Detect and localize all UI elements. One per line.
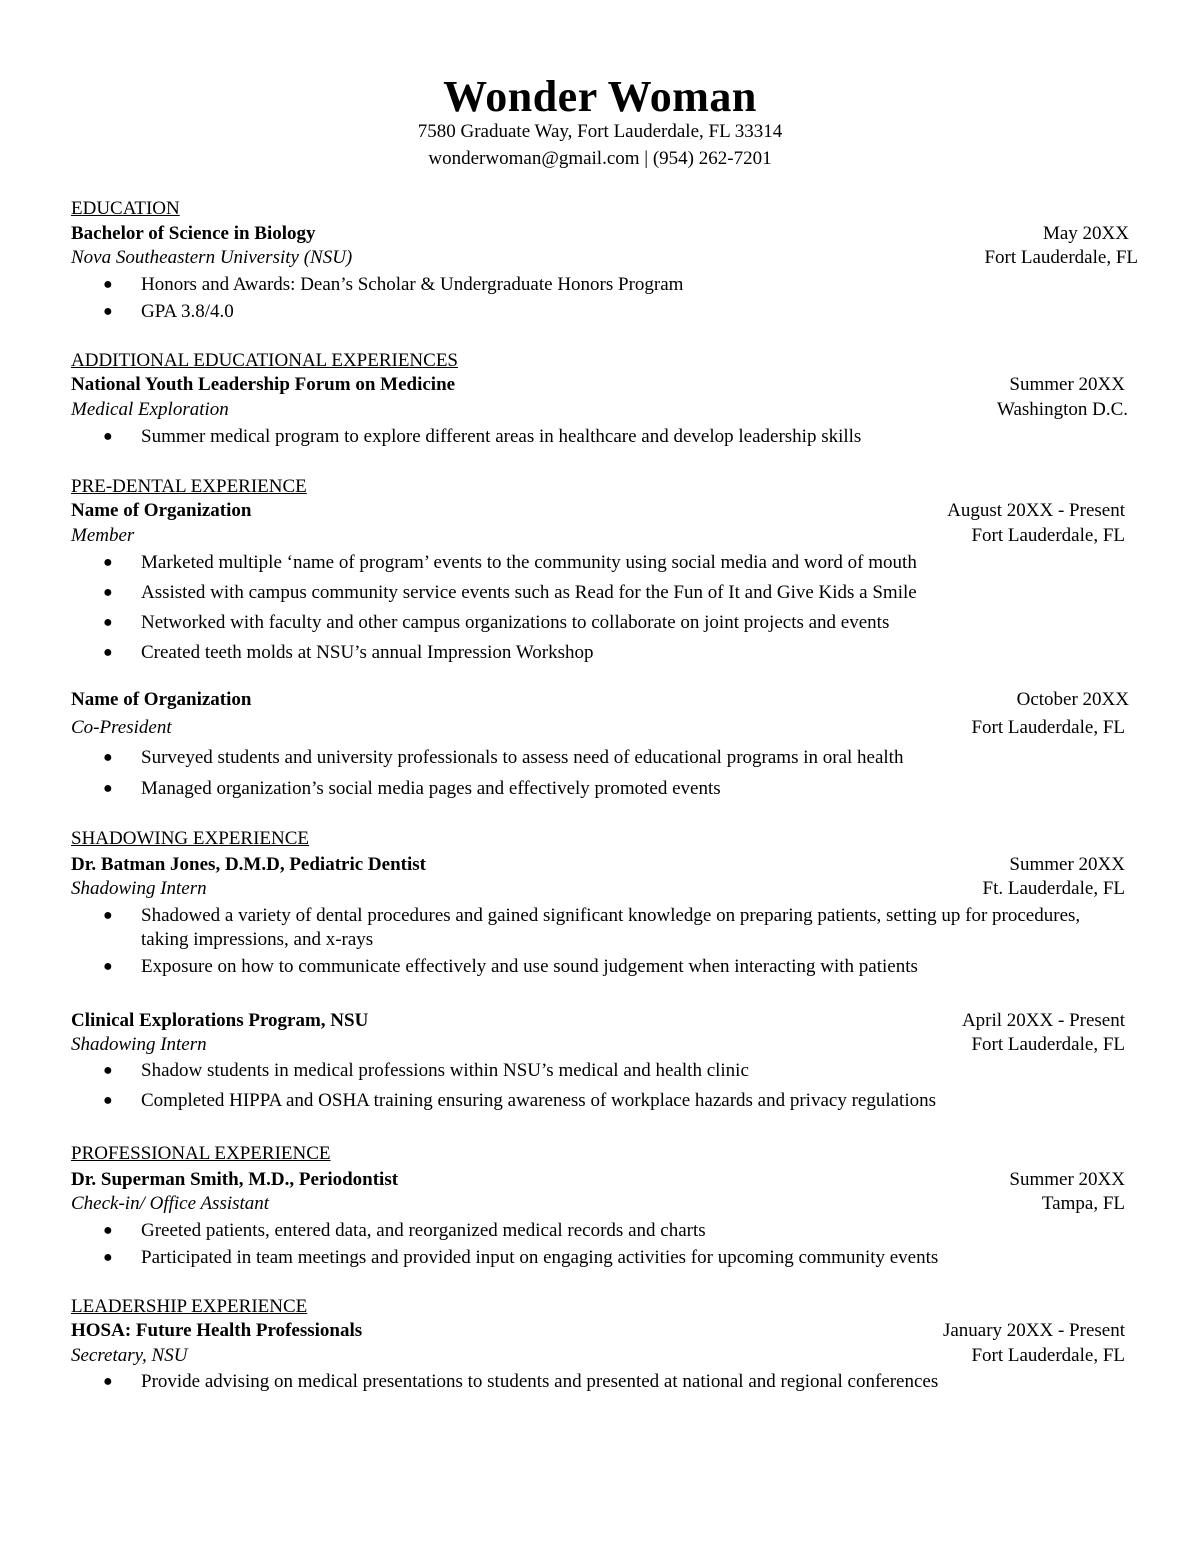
professional-date: Summer 20XX (1009, 1169, 1125, 1190)
contact-line: wonderwoman@gmail.com | (954) 262-7201 (428, 148, 772, 169)
bullet-icon: ● (103, 1249, 113, 1266)
education-date: May 20XX (1042, 223, 1129, 244)
additional-location: Washington D.C. (997, 399, 1128, 420)
bullet-icon: ● (103, 1222, 113, 1239)
shadowing-date: April 20XX - Present (961, 1010, 1125, 1031)
education-bullet: Honors and Awards: Dean’s Scholar & Undergraduate Honors Program (141, 274, 684, 295)
predental-date: August 20XX - Present (947, 500, 1125, 521)
predental-role: Member (71, 525, 135, 546)
bullet-icon: ● (103, 644, 113, 661)
bullet-icon: ● (103, 584, 113, 601)
professional-title: Dr. Superman Smith, M.D., Periodontist (71, 1169, 399, 1190)
predental-bullet: Marketed multiple ‘name of program’ events to the community using social media and word of mouth (141, 552, 917, 573)
shadowing-title: Dr. Batman Jones, D.M.D, Pediatric Dentist (71, 854, 426, 875)
section-heading-professional: PROFESSIONAL EXPERIENCE (71, 1143, 331, 1164)
shadowing-date: Summer 20XX (1009, 854, 1125, 875)
education-school: Nova Southeastern University (NSU) (71, 247, 353, 268)
professional-location: Tampa, FL (1041, 1193, 1125, 1214)
predental-location: Fort Lauderdale, FL (971, 717, 1125, 738)
resume-name: Wonder Woman (443, 72, 757, 121)
predental-bullet: Surveyed students and university professionals to assess need of educational programs in oral health (141, 747, 904, 768)
bullet-icon: ● (103, 276, 113, 293)
section-heading-leadership: LEADERSHIP EXPERIENCE (71, 1296, 308, 1317)
section-heading-education: EDUCATION (71, 198, 180, 219)
bullet-icon: ● (103, 907, 113, 924)
professional-bullet: Greeted patients, entered data, and reorganized medical records and charts (141, 1220, 706, 1241)
section-heading-additional: ADDITIONAL EDUCATIONAL EXPERIENCES (71, 350, 458, 371)
additional-date: Summer 20XX (1009, 374, 1125, 395)
predental-location: Fort Lauderdale, FL (971, 525, 1125, 546)
predental-bullet: Assisted with campus community service events such as Read for the Fun of It and Give Kids a Smile (141, 582, 917, 603)
education-location: Fort Lauderdale, FL (984, 247, 1138, 268)
professional-bullet: Participated in team meetings and provided input on engaging activities for upcoming community events (141, 1247, 939, 1268)
additional-role: Medical Exploration (71, 399, 229, 420)
leadership-date: January 20XX - Present (942, 1320, 1125, 1341)
bullet-icon: ● (103, 428, 113, 445)
shadowing-bullet: Completed HIPPA and OSHA training ensuring awareness of workplace hazards and privacy regulations (141, 1090, 937, 1111)
leadership-title: HOSA: Future Health Professionals (71, 1320, 363, 1341)
leadership-role: Secretary, NSU (71, 1345, 188, 1366)
professional-role: Check-in/ Office Assistant (71, 1193, 270, 1214)
bullet-icon: ● (103, 749, 113, 766)
additional-title: National Youth Leadership Forum on Medicine (71, 374, 456, 395)
predental-title: Name of Organization (71, 689, 252, 710)
education-degree: Bachelor of Science in Biology (71, 223, 316, 244)
shadowing-role: Shadowing Intern (71, 1034, 207, 1055)
address-line: 7580 Graduate Way, Fort Lauderdale, FL 33314 (417, 121, 783, 142)
predental-title: Name of Organization (71, 500, 252, 521)
section-heading-predental: PRE-DENTAL EXPERIENCE (71, 476, 307, 497)
education-bullet: GPA 3.8/4.0 (141, 301, 234, 322)
predental-bullet: Networked with faculty and other campus organizations to collaborate on joint projects and events (141, 612, 890, 633)
bullet-icon: ● (103, 303, 113, 320)
section-heading-shadowing: SHADOWING EXPERIENCE (71, 828, 310, 849)
shadowing-bullet: Shadowed a variety of dental procedures and gained significant knowledge on preparing patients, setting up for procedures, taking impressions, and x-rays (141, 905, 1081, 950)
shadowing-role: Shadowing Intern (71, 878, 207, 899)
bullet-icon: ● (103, 780, 113, 797)
predental-bullet: Managed organization’s social media pages and effectively promoted events (141, 778, 721, 799)
bullet-icon: ● (103, 958, 113, 975)
bullet-icon: ● (103, 614, 113, 631)
bullet-icon: ● (103, 1062, 113, 1079)
shadowing-bullet: Shadow students in medical professions within NSU’s medical and health clinic (141, 1060, 749, 1081)
predental-role: Co-President (71, 717, 172, 738)
shadowing-location: Ft. Lauderdale, FL (982, 878, 1125, 899)
bullet-icon: ● (103, 554, 113, 571)
shadowing-location: Fort Lauderdale, FL (971, 1034, 1125, 1055)
bullet-icon: ● (103, 1373, 113, 1390)
shadowing-bullet: Exposure on how to communicate effectively and use sound judgement when interacting with patients (141, 956, 918, 977)
shadowing-title: Clinical Explorations Program, NSU (71, 1010, 369, 1031)
leadership-bullet: Provide advising on medical presentations to students and presented at national and regional conferences (141, 1371, 939, 1392)
leadership-location: Fort Lauderdale, FL (971, 1345, 1125, 1366)
additional-bullet: Summer medical program to explore different areas in healthcare and develop leadership skills (141, 426, 862, 447)
bullet-icon: ● (103, 1092, 113, 1109)
predental-date: October 20XX (1016, 689, 1129, 710)
predental-bullet: Created teeth molds at NSU’s annual Impression Workshop (141, 642, 594, 663)
